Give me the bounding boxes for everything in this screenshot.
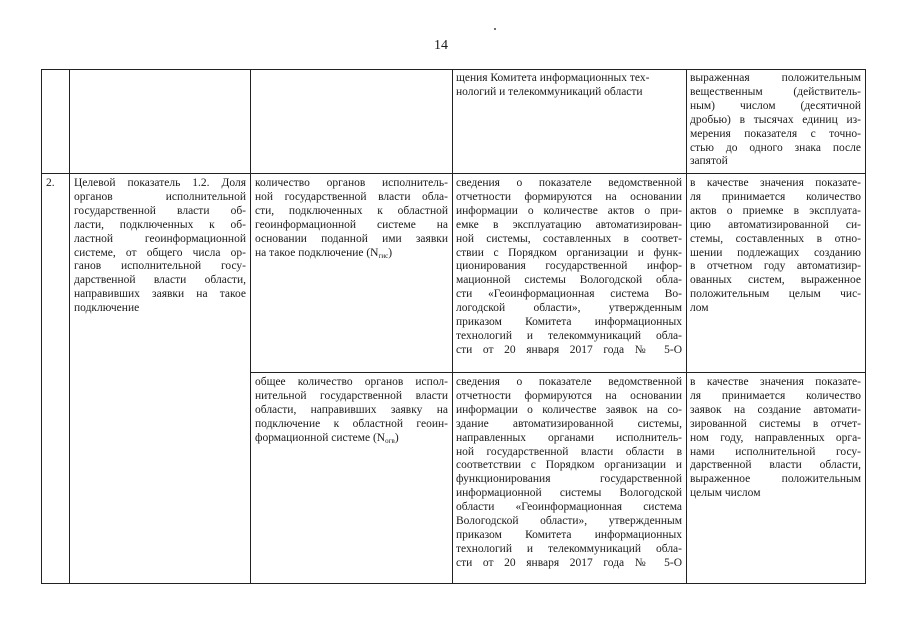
text-line: в качестве значения показате-	[690, 376, 861, 388]
text-line: функционирования государственной	[456, 473, 682, 486]
text-line: сведения о показателе ведомственной	[456, 177, 682, 189]
indicator-cell	[74, 177, 246, 316]
text-line: ля принимается количество	[690, 190, 861, 203]
text-line: геоинформационной системе на	[255, 218, 448, 231]
text-line: ля принимается количество	[690, 389, 861, 402]
text-line: сти от 20 января 2017 года № 5-О	[456, 343, 682, 356]
col-line-1	[69, 69, 70, 584]
formula-close: )	[388, 246, 393, 259]
text-line: ным) числом (десятичной	[690, 99, 861, 112]
formula-text: на такое подключение (N	[255, 246, 379, 259]
text-line: мационной системы Вологодской обла-	[456, 274, 682, 287]
text-line: отчетности формируются на основании	[456, 389, 682, 402]
text-line: ованных систем, выраженное	[690, 274, 861, 287]
text-line: емке в эксплуатацию автоматизирован-	[456, 218, 682, 231]
page-number: 14	[434, 38, 448, 53]
text-line: целым числом	[690, 487, 761, 500]
text-line: общее количество органов испол-	[255, 376, 448, 388]
text-line: дробью) в тысячах единиц из-	[690, 113, 861, 126]
text-line: нительной государственной власти	[255, 389, 448, 402]
text-line: ствии с Порядком организации и функ-	[456, 246, 682, 259]
text-line: Целевой показатель 1.2. Доля	[74, 177, 246, 189]
text-line: лом	[690, 302, 709, 315]
continuation-method-cell	[690, 72, 861, 169]
text-line: сти от 20 января 2017 года № 5-О	[456, 556, 682, 569]
continuation-source-cell	[456, 72, 682, 100]
text-line: ном году, направленных орга-	[690, 431, 861, 444]
text-line: ной государственной власти обла-	[255, 190, 448, 203]
text-line: ласти, подключенных к об-	[74, 218, 246, 231]
text-line: зированной системы в отчет-	[690, 417, 861, 430]
text-line: направленных органами исполнитель-	[456, 431, 682, 444]
text-line: ганов исполнительной госу-	[74, 260, 246, 273]
formula-subscript: гис	[378, 251, 389, 260]
component-cell-2	[255, 376, 448, 449]
text-line: основании поданной ими заявки	[255, 232, 448, 245]
text-line: ционирования государственной инфор-	[456, 260, 682, 273]
text-line: сведения о показателе ведомственной	[456, 376, 682, 388]
text-line: информации о количестве заявок на со-	[456, 403, 682, 416]
text-line: в отчетном году автоматизир-	[690, 260, 861, 273]
formula-subscript: огв	[385, 436, 395, 445]
col-line-4	[686, 69, 687, 584]
text-line: положительным целым чис-	[690, 288, 861, 301]
text-line: Вологодской области», утвержденным	[456, 515, 682, 528]
text-line: заявок на создание автомати-	[690, 403, 861, 416]
text-line: ной государственной власти области в	[456, 445, 682, 458]
text-line: ластной геоинформационной	[74, 232, 246, 245]
source-cell-1	[456, 177, 682, 358]
table-top-border	[41, 69, 866, 70]
table-bottom-border	[41, 583, 866, 584]
text-line: щения Комитета информационных тех-	[456, 72, 650, 84]
text-line: дарственной власти области,	[74, 274, 246, 287]
row-divider-1	[41, 173, 866, 174]
text-line: шении подлежащих созданию	[690, 246, 861, 259]
text-line: приказом Комитета информационных	[456, 528, 682, 541]
text-line: государственной власти об-	[74, 204, 246, 217]
text-line: ной системы, составленных в соответ-	[456, 232, 682, 245]
formula-close: )	[394, 431, 399, 444]
text-line: стемы, составленных в отно-	[690, 232, 861, 245]
scan-speck	[494, 28, 496, 30]
text-line: технологий и телекоммуникаций обла-	[456, 329, 682, 342]
text-line: отчетности формируются на основании	[456, 190, 682, 203]
source-cell-2	[456, 376, 682, 571]
text-line: информации о количестве актов о при-	[456, 204, 682, 217]
text-line: системе, от общего числа ор-	[74, 246, 246, 259]
text-line: соответствии с Порядком организации и	[456, 459, 682, 472]
text-line	[255, 247, 448, 264]
text-line: органов исполнительной	[74, 190, 246, 203]
text-line: подключение	[74, 302, 140, 315]
text-line: области, направивших заявку на	[255, 403, 448, 416]
text-line: нологий и телекоммуникаций области	[456, 85, 643, 98]
method-cell-2	[690, 376, 861, 501]
text-line: мерения показателя с точно-	[690, 127, 861, 140]
col-line-3	[452, 69, 453, 584]
text-line: области «Геоинформационная система	[456, 501, 682, 514]
text-line: запятой	[690, 155, 728, 168]
col-line-5	[865, 69, 866, 584]
col-line-2	[250, 69, 251, 584]
text-line: в качестве значения показате-	[690, 177, 861, 189]
text-line: вещественным (действитель-	[690, 85, 861, 98]
text-line: сти «Геоинформационная система Во-	[456, 288, 682, 301]
text-line: цию автоматизированной си-	[690, 218, 861, 231]
text-line: нами исполнительной госу-	[690, 445, 861, 458]
text-line: логодской области», утвержденным	[456, 302, 682, 315]
text-line: стью до одного знака после	[690, 141, 861, 154]
row-divider-2	[250, 372, 866, 373]
component-cell-1	[255, 177, 448, 263]
text-line: выраженная положительным	[690, 72, 861, 84]
text-line: здание автоматизированной системы,	[456, 417, 682, 430]
text-line: дарственной власти области,	[690, 459, 861, 472]
text-line: количество органов исполнитель-	[255, 177, 448, 189]
text-line: технологий и телекоммуникаций обла-	[456, 542, 682, 555]
text-line: выраженное положительным	[690, 473, 861, 486]
text-line	[255, 432, 448, 449]
text-line: информационной системы Вологодской	[456, 487, 682, 500]
text-line: сти, подключенных к областной	[255, 204, 448, 217]
text-line: актов о приемке в эксплуата-	[690, 204, 861, 217]
formula-text: формационной системе (N	[255, 431, 386, 444]
text-line: приказом Комитета информационных	[456, 316, 682, 329]
col-line-0	[41, 69, 42, 584]
row-number: 2.	[46, 177, 55, 189]
method-cell-1	[690, 177, 861, 316]
text-line: подключение к областной геоин-	[255, 417, 448, 430]
text-line: направивших заявки на такое	[74, 288, 246, 301]
